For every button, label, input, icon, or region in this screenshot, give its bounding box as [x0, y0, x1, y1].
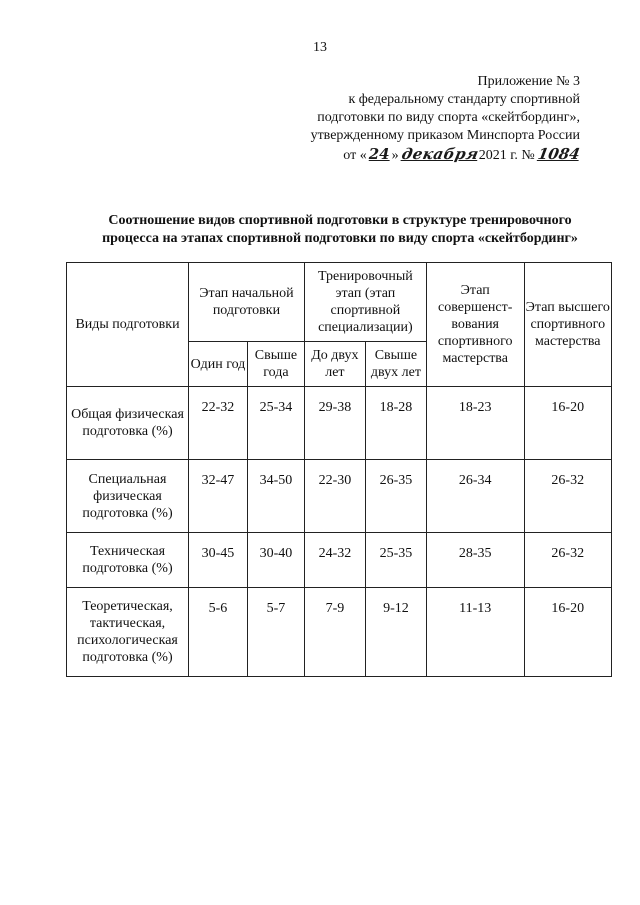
appendix-date-line: [280, 145, 580, 165]
table-cell: 9-12: [365, 588, 426, 677]
table-cell: 7-9: [304, 588, 365, 677]
date-month: декабря: [400, 145, 481, 163]
table-cell: 32-47: [189, 460, 248, 533]
table-row: [67, 588, 612, 677]
appendix-line-4: утвержденному приказом Минспорта России: [310, 128, 580, 143]
date-mid: »: [391, 148, 399, 163]
table-cell: 5-6: [189, 588, 248, 677]
subheader-over-year: Свыше года: [247, 342, 304, 387]
document-title: [70, 212, 610, 248]
table-cell: 18-23: [426, 387, 524, 460]
table-cell: 18-28: [365, 387, 426, 460]
table-cell: 16-20: [524, 588, 611, 677]
order-number: 1084: [536, 145, 582, 163]
subheader-over-two-years: Свыше двух лет: [365, 342, 426, 387]
table-cell: 30-40: [247, 533, 304, 588]
page-number: 13: [313, 40, 327, 55]
header-stage-initial: Этап начальной подготовки: [189, 263, 305, 342]
table-cell: 24-32: [304, 533, 365, 588]
header-stage-higher: Этап высшего спортивного мастерства: [524, 263, 611, 387]
table-cell: 22-30: [304, 460, 365, 533]
title-line-1: Соотношение видов спортивной подготовки в структуре тренировочного: [108, 213, 572, 228]
appendix-line-1: Приложение № 3: [477, 74, 580, 89]
row-label: Общая физическая подготовка (%): [67, 387, 189, 460]
table-cell: 11-13: [426, 588, 524, 677]
table-cell: 25-35: [365, 533, 426, 588]
table-cell: 26-32: [524, 460, 611, 533]
row-label: Техническая подготовка (%): [67, 533, 189, 588]
header-stage-training: Тренировочный этап (этап спортивной специализации): [304, 263, 426, 342]
table-cell: 29-38: [304, 387, 365, 460]
date-day: 24: [368, 145, 390, 163]
table-cell: 26-35: [365, 460, 426, 533]
table-row: [67, 533, 612, 588]
table-cell: 28-35: [426, 533, 524, 588]
date-year: 2021 г. №: [478, 148, 535, 163]
header-stage-improvement: Этап совершенст-вования спортивного мастерства: [426, 263, 524, 387]
subheader-up-to-two-years: До двух лет: [304, 342, 365, 387]
table-cell: 26-34: [426, 460, 524, 533]
date-prefix: от «: [343, 148, 367, 163]
table-cell: 5-7: [247, 588, 304, 677]
table-cell: 22-32: [189, 387, 248, 460]
table-cell: 26-32: [524, 533, 611, 588]
table-cell: 25-34: [247, 387, 304, 460]
appendix-line-3: подготовки по виду спорта «скейтбординг»,: [317, 110, 580, 125]
table-cell: 16-20: [524, 387, 611, 460]
title-line-2: процесса на этапах спортивной подготовки по виду спорта «скейтбординг»: [102, 231, 578, 246]
table-cell: 30-45: [189, 533, 248, 588]
header-training-types: Виды подготовки: [67, 263, 189, 387]
appendix-line-2: к федеральному стандарту спортивной: [348, 92, 580, 107]
table-row: [67, 387, 612, 460]
row-label: Специальная физическая подготовка (%): [67, 460, 189, 533]
subheader-one-year: Один год: [189, 342, 248, 387]
table-row: [67, 460, 612, 533]
row-label: Теоретическая, тактическая, психологическая подготовка (%): [67, 588, 189, 677]
appendix-header: [280, 73, 580, 165]
table-cell: 34-50: [247, 460, 304, 533]
training-ratio-table: [66, 262, 612, 677]
